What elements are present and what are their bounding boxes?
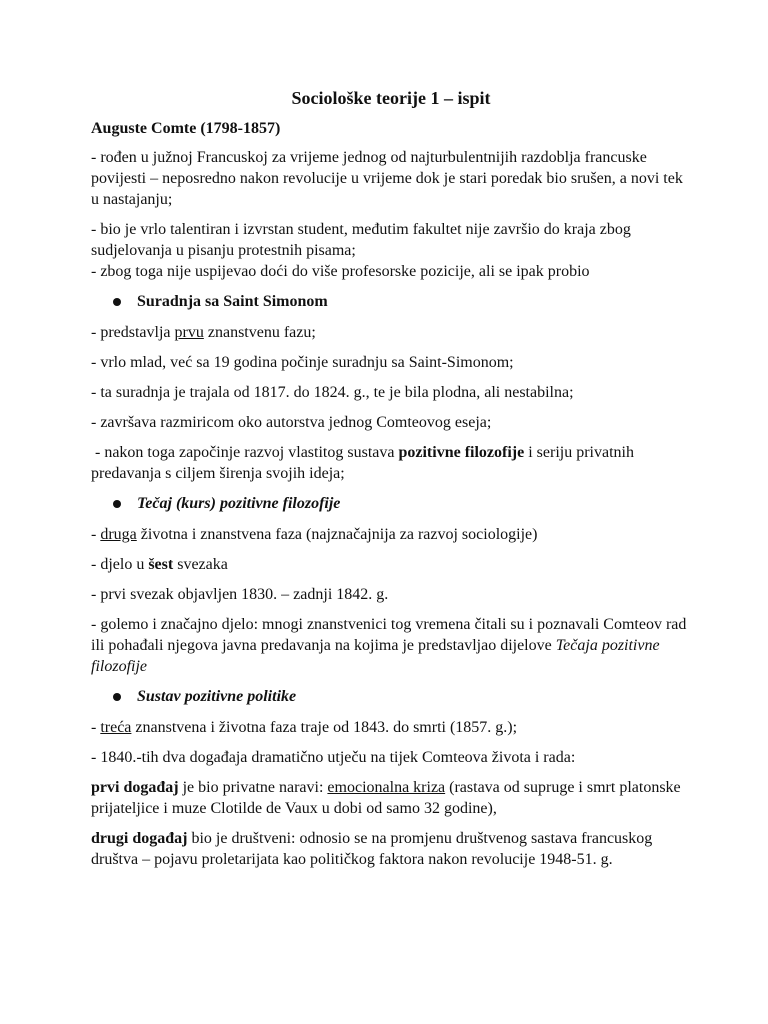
paragraph: - 1840.-tih dva događaja dramatično utječu na tijek Comteova života i rada: — [91, 749, 576, 766]
underlined-text: treća — [100, 719, 132, 736]
text-run: je bio privatne naravi: — [178, 779, 328, 796]
underlined-text: emocionalna kriza — [327, 779, 446, 796]
author-heading: Auguste Comte (1798-1857) — [91, 120, 281, 137]
text-run: - nakon toga započinje razvoj vlastitog sustava — [91, 444, 399, 461]
section-heading-bullet — [113, 686, 691, 707]
bullet-icon — [113, 500, 121, 508]
paragraph — [91, 717, 691, 738]
document-page — [91, 86, 691, 879]
paragraph: - završava razmiricom oko autorstva jednog Comteovog eseja; — [91, 414, 492, 431]
section-heading-bullet — [113, 493, 691, 514]
paragraph — [91, 322, 691, 343]
bold-text: šest — [148, 556, 174, 573]
text-run: znanstvena i životna faza traje od 1843. do smrti (1857. g.); — [131, 719, 518, 736]
section-heading: Sustav pozitivne politike — [137, 688, 297, 705]
section-heading: Tečaj (kurs) pozitivne filozofije — [137, 495, 341, 512]
paragraph: - ta suradnja je trajala od 1817. do 1824. g., te je bila plodna, ali nestabilna; — [91, 384, 574, 401]
text-run: znanstvenu fazu; — [203, 324, 316, 341]
document-title: Sociološke teorije 1 – ispit — [291, 88, 491, 108]
paragraph: - prvi svezak objavljen 1830. – zadnji 1842. g. — [91, 586, 389, 603]
underlined-text: prvu — [174, 324, 204, 341]
text-run: životna i znanstvena faza (najznačajnija za razvoj sociologije) — [136, 526, 538, 543]
paragraph — [91, 828, 691, 870]
paragraph: - rođen u južnoj Francuskoj za vrijeme jednog od najturbulentnijih razdoblja francuske povijesti – neposredno nakon revolucije u vrijeme dok je stari poredak bio srušen, a novi tek u nastajanju; — [91, 149, 683, 208]
paragraph: - zbog toga nije uspijevao doći do više profesorske pozicije, ali se ipak probio — [91, 263, 590, 280]
text-run: svezaka — [173, 556, 228, 573]
text-run: bio je društveni: odnosio se na promjenu društvenog sastava francuskog društva – pojavu proletarijata kao političkog faktora nakon revolucije 1948-51. g. — [91, 830, 653, 868]
section-heading-bullet — [113, 291, 691, 312]
text-run: - — [91, 719, 101, 736]
paragraph — [91, 777, 691, 819]
bold-text: drugi događaj — [91, 830, 188, 847]
text-run: - djelo u — [91, 556, 149, 573]
paragraph — [91, 524, 691, 545]
paragraph — [91, 442, 691, 484]
bullet-icon — [113, 693, 121, 701]
bullet-icon — [113, 298, 121, 306]
text-run: (rastava od supruge i smrt platonske prijateljice i muze Clotilde de Vaux u dobi od samo 32 godine), — [91, 779, 681, 817]
section-heading: Suradnja sa Saint Simonom — [137, 293, 328, 310]
text-run: - predstavlja — [91, 324, 175, 341]
paragraph: - bio je vrlo talentiran i izvrstan student, međutim fakultet nije završio do kraja zbog sudjelovanja u pisanju protestnih pisama; — [91, 221, 631, 259]
paragraph: - vrlo mlad, već sa 19 godina počinje suradnju sa Saint-Simonom; — [91, 354, 514, 371]
italic-text: Tečaja pozitivne filozofije — [91, 637, 660, 675]
text-run: - golemo i značajno djelo: mnogi znanstvenici tog vremena čitali su i poznavali Comteov rad ili pohađali njegova javna predavanja na kojima je predstavljao dijelove — [91, 616, 687, 654]
bold-text: prvi događaj — [91, 779, 179, 796]
text-run: - — [91, 526, 101, 543]
bold-text: pozitivne filozofije — [398, 444, 525, 461]
paragraph — [91, 554, 691, 575]
underlined-text: druga — [100, 526, 137, 543]
text-run: i seriju privatnih predavanja s ciljem širenja svojih ideja; — [91, 444, 634, 482]
paragraph — [91, 614, 691, 677]
